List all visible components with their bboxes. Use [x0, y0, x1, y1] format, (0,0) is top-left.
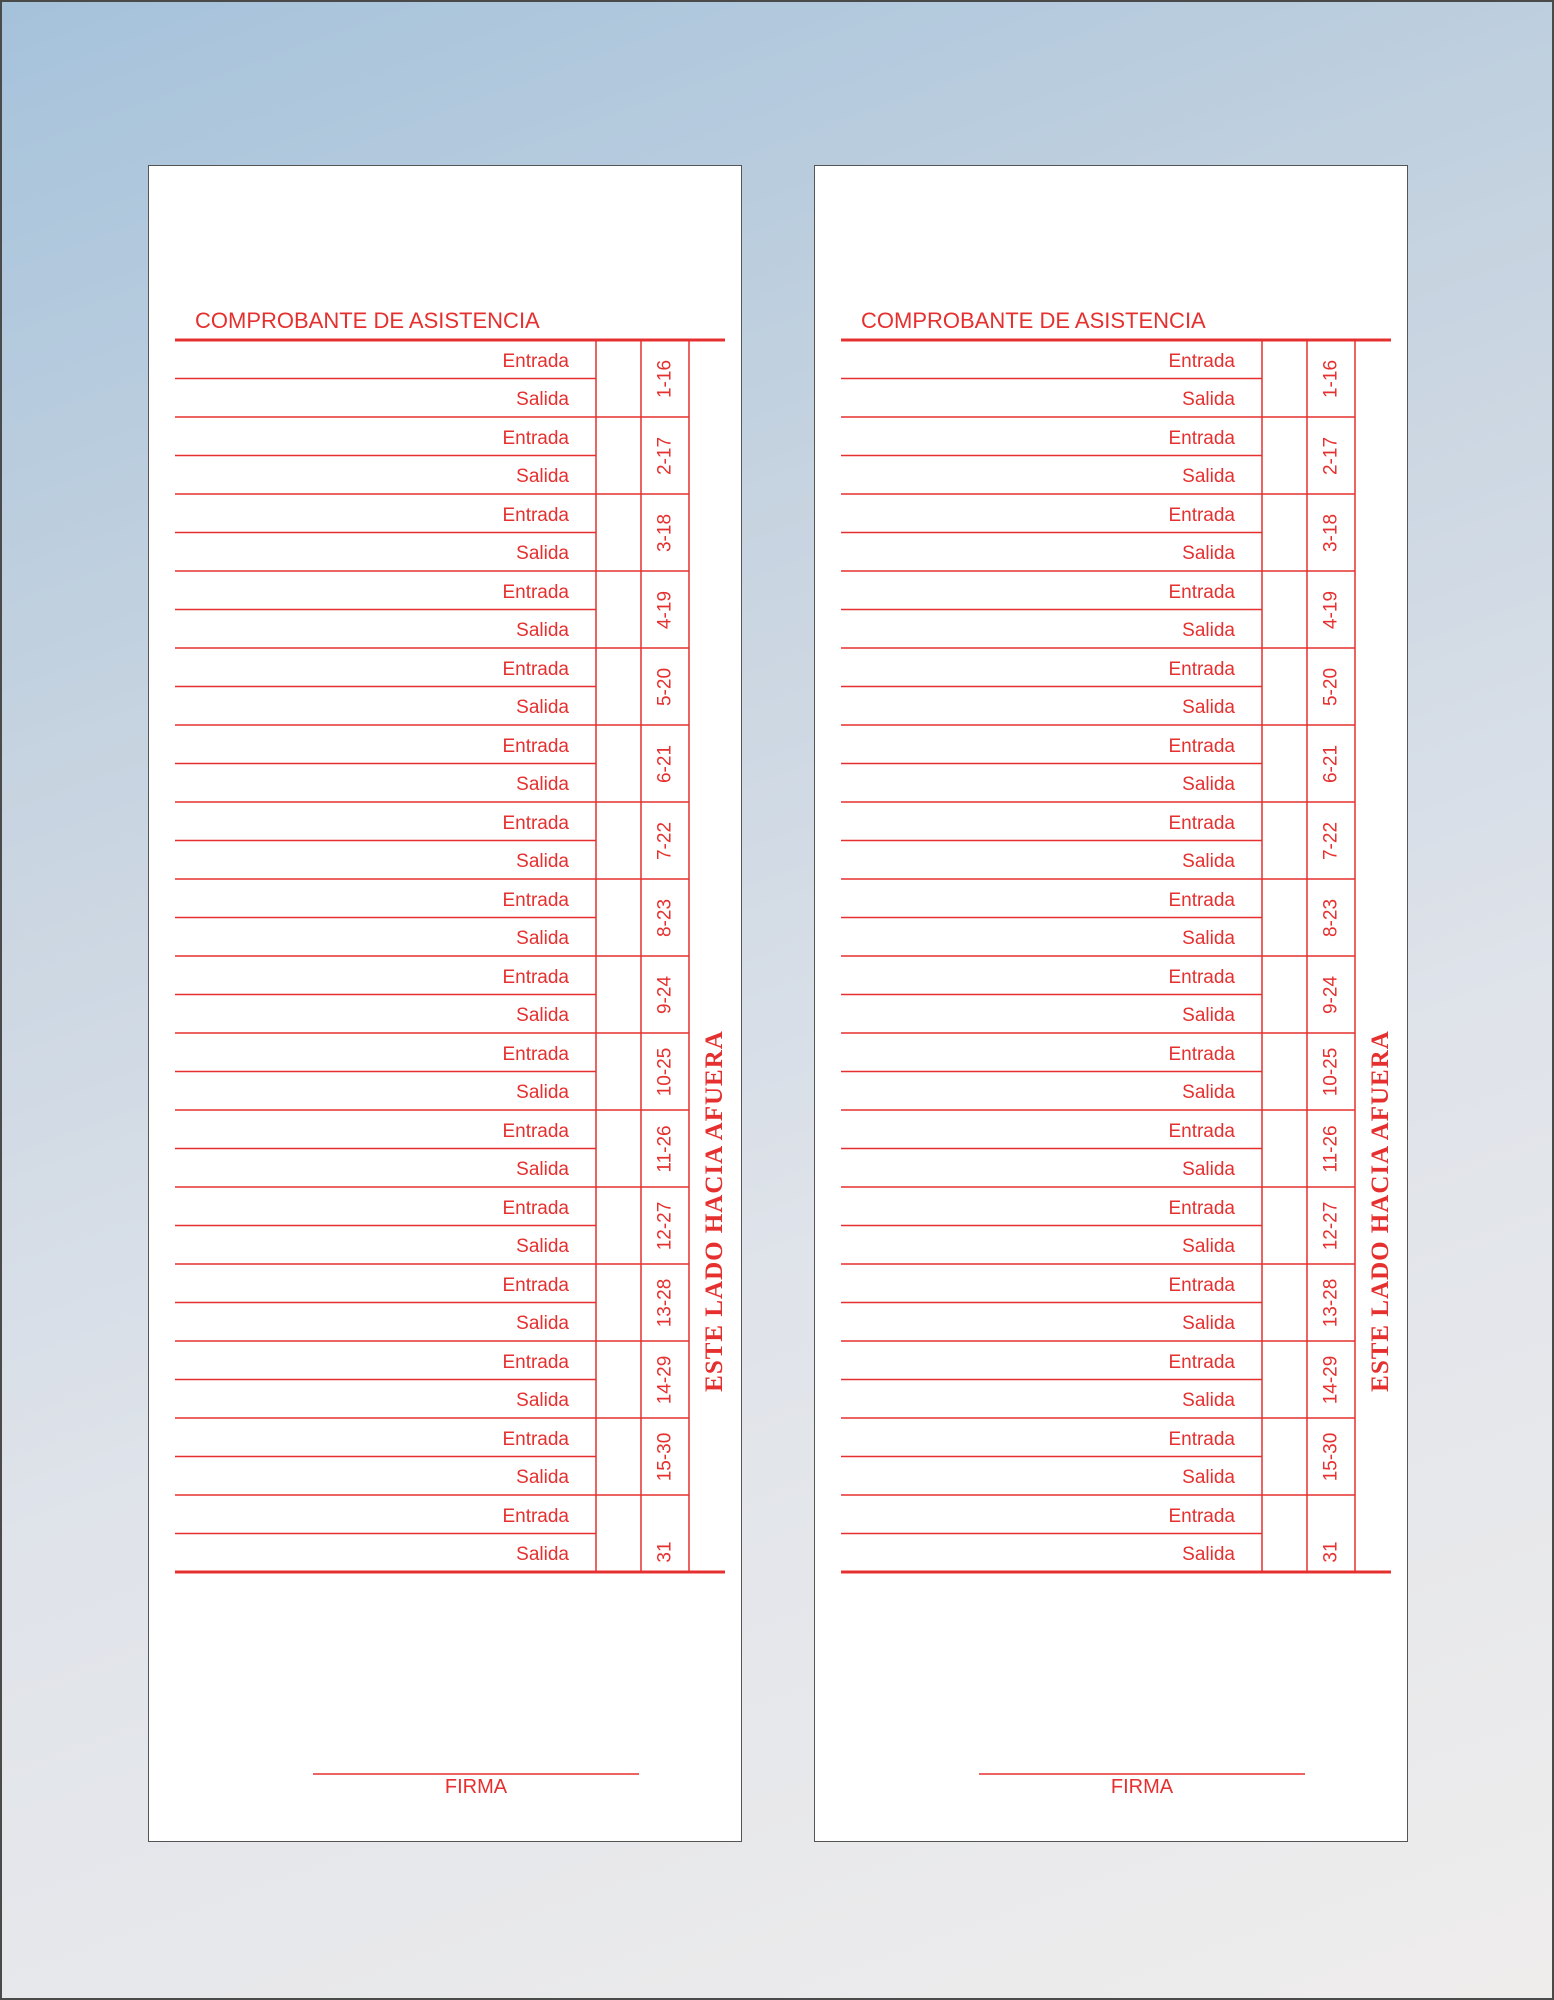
entrada-label: Entrada [1168, 351, 1235, 372]
day-range-label: 31 [654, 1541, 676, 1563]
entrada-label: Entrada [1168, 736, 1235, 757]
entrada-label: Entrada [502, 1275, 569, 1296]
salida-label: Salida [516, 1543, 569, 1565]
entrada-label: Entrada [502, 1352, 569, 1373]
salida-label: Salida [516, 1004, 569, 1026]
salida-label: Salida [1182, 773, 1235, 795]
entrada-label: Entrada [1168, 659, 1235, 680]
day-range-label: 31 [1320, 1541, 1342, 1563]
salida-label: Salida [516, 696, 569, 718]
day-range-label: 15-30 [1320, 1432, 1342, 1481]
salida-label: Salida [1182, 1158, 1235, 1180]
entrada-label: Entrada [502, 1121, 569, 1142]
day-range-label: 12-27 [1320, 1201, 1342, 1250]
salida-label: Salida [1182, 619, 1235, 641]
day-range-label: 12-27 [654, 1201, 676, 1250]
day-range-label: 6-21 [654, 744, 676, 783]
salida-label: Salida [516, 542, 569, 564]
day-range-label: 14-29 [1320, 1355, 1342, 1404]
salida-label: Salida [1182, 1389, 1235, 1411]
entrada-label: Entrada [502, 890, 569, 911]
salida-label: Salida [516, 1158, 569, 1180]
day-range-label: 15-30 [654, 1432, 676, 1481]
entrada-label: Entrada [502, 813, 569, 834]
entrada-label: Entrada [502, 351, 569, 372]
salida-label: Salida [1182, 1081, 1235, 1103]
attendance-card-left [148, 165, 742, 1842]
orientation-note: ESTE LADO HACIA AFUERA [701, 1030, 728, 1392]
day-range-label: 8-23 [1320, 898, 1342, 937]
day-range-label: 5-20 [1320, 667, 1342, 706]
salida-label: Salida [1182, 1312, 1235, 1334]
entrada-label: Entrada [502, 736, 569, 757]
entrada-label: Entrada [502, 1506, 569, 1527]
entrada-label: Entrada [502, 582, 569, 603]
day-range-label: 3-18 [1320, 513, 1342, 552]
day-range-label: 1-16 [1320, 359, 1342, 398]
salida-label: Salida [1182, 388, 1235, 410]
signature-label: FIRMA [1110, 1776, 1174, 1798]
entrada-label: Entrada [502, 428, 569, 449]
salida-label: Salida [1182, 542, 1235, 564]
entrada-label: Entrada [1168, 813, 1235, 834]
salida-label: Salida [516, 388, 569, 410]
entrada-label: Entrada [502, 967, 569, 988]
entrada-label: Entrada [1168, 1044, 1235, 1065]
card-grid [815, 166, 1407, 1841]
day-range-label: 5-20 [654, 667, 676, 706]
entrada-label: Entrada [502, 1044, 569, 1065]
entrada-label: Entrada [1168, 967, 1235, 988]
day-range-label: 2-17 [654, 436, 676, 475]
day-range-label: 10-25 [1320, 1047, 1342, 1096]
day-range-label: 9-24 [1320, 975, 1342, 1014]
day-range-label: 10-25 [654, 1047, 676, 1096]
attendance-card-right [814, 165, 1408, 1842]
entrada-label: Entrada [1168, 1198, 1235, 1219]
entrada-label: Entrada [502, 1198, 569, 1219]
day-range-label: 7-22 [1320, 821, 1342, 860]
day-range-label: 11-26 [1320, 1124, 1342, 1173]
entrada-label: Entrada [1168, 1506, 1235, 1527]
card-title: COMPROBANTE DE ASISTENCIA [195, 308, 540, 333]
day-range-label: 11-26 [654, 1124, 676, 1173]
salida-label: Salida [516, 850, 569, 872]
entrada-label: Entrada [1168, 1352, 1235, 1373]
salida-label: Salida [516, 1235, 569, 1257]
entrada-label: Entrada [1168, 1275, 1235, 1296]
entrada-label: Entrada [1168, 428, 1235, 449]
salida-label: Salida [516, 773, 569, 795]
entrada-label: Entrada [502, 1429, 569, 1450]
day-range-label: 14-29 [654, 1355, 676, 1404]
entrada-label: Entrada [502, 505, 569, 526]
day-range-label: 2-17 [1320, 436, 1342, 475]
salida-label: Salida [1182, 1543, 1235, 1565]
salida-label: Salida [516, 1081, 569, 1103]
day-range-label: 8-23 [654, 898, 676, 937]
day-range-label: 13-28 [654, 1278, 676, 1327]
day-range-label: 4-19 [1320, 590, 1342, 629]
card-grid [149, 166, 741, 1841]
salida-label: Salida [516, 1466, 569, 1488]
salida-label: Salida [1182, 1466, 1235, 1488]
day-range-label: 4-19 [654, 590, 676, 629]
entrada-label: Entrada [1168, 505, 1235, 526]
day-range-label: 1-16 [654, 359, 676, 398]
salida-label: Salida [1182, 927, 1235, 949]
entrada-label: Entrada [1168, 1429, 1235, 1450]
entrada-label: Entrada [1168, 582, 1235, 603]
salida-label: Salida [1182, 850, 1235, 872]
orientation-note: ESTE LADO HACIA AFUERA [1367, 1030, 1394, 1392]
salida-label: Salida [1182, 1004, 1235, 1026]
salida-label: Salida [516, 619, 569, 641]
day-range-label: 9-24 [654, 975, 676, 1014]
salida-label: Salida [516, 465, 569, 487]
card-title: COMPROBANTE DE ASISTENCIA [861, 308, 1206, 333]
salida-label: Salida [1182, 465, 1235, 487]
day-range-label: 7-22 [654, 821, 676, 860]
day-range-label: 13-28 [1320, 1278, 1342, 1327]
salida-label: Salida [1182, 696, 1235, 718]
entrada-label: Entrada [1168, 1121, 1235, 1142]
entrada-label: Entrada [502, 659, 569, 680]
signature-label: FIRMA [444, 1776, 508, 1798]
salida-label: Salida [516, 927, 569, 949]
salida-label: Salida [516, 1389, 569, 1411]
salida-label: Salida [516, 1312, 569, 1334]
day-range-label: 6-21 [1320, 744, 1342, 783]
day-range-label: 3-18 [654, 513, 676, 552]
entrada-label: Entrada [1168, 890, 1235, 911]
salida-label: Salida [1182, 1235, 1235, 1257]
